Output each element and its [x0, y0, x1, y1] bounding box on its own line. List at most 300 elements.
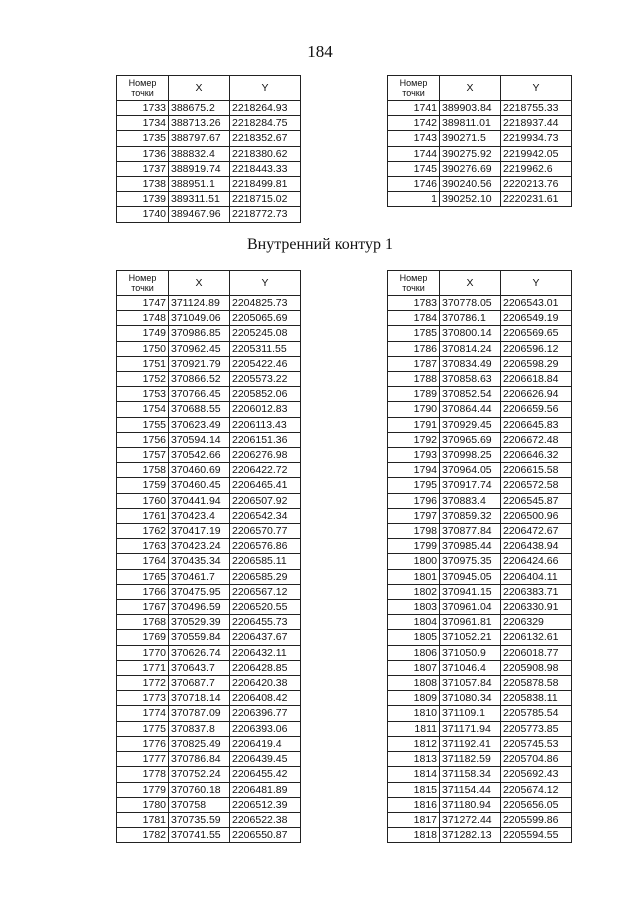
y-cell: 2218380.62 — [230, 146, 301, 161]
table-row — [117, 463, 301, 478]
x-cell: 370961.04 — [440, 600, 501, 615]
y-cell: 2206455.73 — [230, 615, 301, 630]
y-cell: 2206585.11 — [230, 554, 301, 569]
y-cell: 2206585.29 — [230, 569, 301, 584]
point-number-cell: 1801 — [388, 569, 440, 584]
x-cell: 370929.45 — [440, 417, 501, 432]
point-number-cell: 1809 — [388, 691, 440, 706]
table-row — [388, 539, 572, 554]
y-cell: 2206132.61 — [501, 630, 572, 645]
x-cell: 371158.34 — [440, 767, 501, 782]
point-number-cell: 1802 — [388, 584, 440, 599]
header-y: Y — [501, 271, 572, 296]
point-number-cell: 1796 — [388, 493, 440, 508]
table-row — [117, 131, 301, 146]
table-row — [388, 721, 572, 736]
table-row — [117, 493, 301, 508]
x-cell: 370787.09 — [169, 706, 230, 721]
y-cell: 2206481.89 — [230, 782, 301, 797]
x-cell: 390276.69 — [440, 161, 501, 176]
y-cell: 2206626.94 — [501, 387, 572, 402]
y-cell: 2206550.87 — [230, 828, 301, 843]
y-cell: 2206012.83 — [230, 402, 301, 417]
table-row — [117, 752, 301, 767]
y-cell: 2206018.77 — [501, 645, 572, 660]
x-cell: 371057.84 — [440, 676, 501, 691]
table-row — [388, 478, 572, 493]
point-number-cell: 1751 — [117, 356, 169, 371]
x-cell: 370752.24 — [169, 767, 230, 782]
y-cell: 2218772.73 — [230, 207, 301, 222]
x-cell: 370998.25 — [440, 448, 501, 463]
table-header-row — [117, 76, 301, 101]
point-number-cell: 1806 — [388, 645, 440, 660]
table-row — [117, 192, 301, 207]
table-row — [117, 554, 301, 569]
point-number-cell: 1748 — [117, 311, 169, 326]
table-row — [388, 326, 572, 341]
point-number-cell: 1773 — [117, 691, 169, 706]
point-number-cell: 1737 — [117, 161, 169, 176]
point-number-cell: 1792 — [388, 432, 440, 447]
x-cell: 370961.81 — [440, 615, 501, 630]
x-cell: 370760.18 — [169, 782, 230, 797]
x-cell: 370688.55 — [169, 402, 230, 417]
coordinates-table-bottom-left — [116, 270, 301, 843]
y-cell: 2206569.65 — [501, 326, 572, 341]
y-cell: 2206404.11 — [501, 569, 572, 584]
table-row — [388, 146, 572, 161]
x-cell: 370786.1 — [440, 311, 501, 326]
table-row — [117, 116, 301, 131]
y-cell: 2206428.85 — [230, 660, 301, 675]
y-cell: 2206545.87 — [501, 493, 572, 508]
x-cell: 388951.1 — [169, 177, 230, 192]
point-number-cell: 1793 — [388, 448, 440, 463]
table-row — [388, 448, 572, 463]
y-cell: 2206549.19 — [501, 311, 572, 326]
x-cell: 370643.7 — [169, 660, 230, 675]
table-row — [388, 554, 572, 569]
header-y: Y — [230, 76, 301, 101]
table-row — [388, 177, 572, 192]
y-cell: 2218499.81 — [230, 177, 301, 192]
point-number-cell: 1771 — [117, 660, 169, 675]
x-cell: 371272.44 — [440, 812, 501, 827]
point-number-cell: 1790 — [388, 402, 440, 417]
table-row — [388, 161, 572, 176]
x-cell: 371192.41 — [440, 736, 501, 751]
y-cell: 2206422.72 — [230, 463, 301, 478]
y-cell: 2206419.4 — [230, 736, 301, 751]
x-cell: 370461.7 — [169, 569, 230, 584]
point-number-cell: 1782 — [117, 828, 169, 843]
point-number-cell: 1740 — [117, 207, 169, 222]
table-row — [117, 417, 301, 432]
x-cell: 370529.39 — [169, 615, 230, 630]
x-cell: 370921.79 — [169, 356, 230, 371]
x-cell: 370858.63 — [440, 372, 501, 387]
table-row — [117, 691, 301, 706]
table-row — [117, 676, 301, 691]
point-number-cell: 1804 — [388, 615, 440, 630]
y-cell: 2205852.06 — [230, 387, 301, 402]
x-cell: 390271.5 — [440, 131, 501, 146]
point-number-cell: 1767 — [117, 600, 169, 615]
y-cell: 2206329 — [501, 615, 572, 630]
point-number-cell: 1742 — [388, 116, 440, 131]
x-cell: 370962.45 — [169, 341, 230, 356]
table-row — [117, 539, 301, 554]
x-cell: 371109.1 — [440, 706, 501, 721]
table-row — [388, 812, 572, 827]
y-cell: 2206576.86 — [230, 539, 301, 554]
table-row — [117, 706, 301, 721]
point-number-cell: 1735 — [117, 131, 169, 146]
table-row — [117, 569, 301, 584]
table-row — [388, 828, 572, 843]
table-row — [117, 402, 301, 417]
x-cell: 388797.67 — [169, 131, 230, 146]
point-number-cell: 1808 — [388, 676, 440, 691]
point-number-cell: 1738 — [117, 177, 169, 192]
table-row — [388, 311, 572, 326]
table-row — [117, 721, 301, 736]
header-x: X — [440, 271, 501, 296]
y-cell: 2219942.05 — [501, 146, 572, 161]
y-cell: 2206500.96 — [501, 508, 572, 523]
x-cell: 370917.74 — [440, 478, 501, 493]
table-row — [388, 736, 572, 751]
point-number-cell: 1818 — [388, 828, 440, 843]
y-cell: 2206645.83 — [501, 417, 572, 432]
y-cell: 2206113.43 — [230, 417, 301, 432]
y-cell: 2205065.69 — [230, 311, 301, 326]
y-cell: 2205692.43 — [501, 767, 572, 782]
point-number-cell: 1761 — [117, 508, 169, 523]
x-cell: 390240.56 — [440, 177, 501, 192]
point-number-cell: 1777 — [117, 752, 169, 767]
table-row — [117, 387, 301, 402]
point-number-cell: 1785 — [388, 326, 440, 341]
table-row — [388, 101, 572, 116]
x-cell: 370417.19 — [169, 524, 230, 539]
point-number-cell: 1741 — [388, 101, 440, 116]
y-cell: 2206408.42 — [230, 691, 301, 706]
y-cell: 2206383.71 — [501, 584, 572, 599]
x-cell: 370758 — [169, 797, 230, 812]
table-header-row — [117, 271, 301, 296]
point-number-cell: 1746 — [388, 177, 440, 192]
y-cell: 2206598.29 — [501, 356, 572, 371]
table-row — [117, 782, 301, 797]
x-cell: 370965.69 — [440, 432, 501, 447]
table-row — [117, 296, 301, 311]
table-row — [117, 600, 301, 615]
x-cell: 370441.94 — [169, 493, 230, 508]
y-cell: 2205704.86 — [501, 752, 572, 767]
x-cell: 371182.59 — [440, 752, 501, 767]
page-number: 184 — [307, 42, 333, 61]
table-row — [117, 146, 301, 161]
table-row — [117, 630, 301, 645]
point-number-cell: 1807 — [388, 660, 440, 675]
table-row — [388, 584, 572, 599]
table-row — [117, 584, 301, 599]
point-number-cell: 1768 — [117, 615, 169, 630]
y-cell: 2218715.02 — [230, 192, 301, 207]
y-cell: 2220213.76 — [501, 177, 572, 192]
y-cell: 2206646.32 — [501, 448, 572, 463]
y-cell: 2206570.77 — [230, 524, 301, 539]
point-number-cell: 1763 — [117, 539, 169, 554]
x-cell: 370718.14 — [169, 691, 230, 706]
x-cell: 370945.05 — [440, 569, 501, 584]
table-row — [117, 372, 301, 387]
x-cell: 371171.94 — [440, 721, 501, 736]
x-cell: 371046.4 — [440, 660, 501, 675]
table-row — [388, 797, 572, 812]
x-cell: 370687.7 — [169, 676, 230, 691]
point-number-cell: 1752 — [117, 372, 169, 387]
x-cell: 389811.01 — [440, 116, 501, 131]
point-number-cell: 1743 — [388, 131, 440, 146]
header-y: Y — [230, 271, 301, 296]
y-cell: 2218264.93 — [230, 101, 301, 116]
point-number-cell: 1812 — [388, 736, 440, 751]
point-number-cell: 1769 — [117, 630, 169, 645]
x-cell: 370800.14 — [440, 326, 501, 341]
point-number-cell: 1815 — [388, 782, 440, 797]
y-cell: 2206572.58 — [501, 478, 572, 493]
y-cell: 2218352.67 — [230, 131, 301, 146]
table-row — [388, 569, 572, 584]
table-row — [388, 676, 572, 691]
x-cell: 370559.84 — [169, 630, 230, 645]
x-cell: 370423.24 — [169, 539, 230, 554]
table-row — [388, 493, 572, 508]
y-cell: 2206512.39 — [230, 797, 301, 812]
x-cell: 370735.59 — [169, 812, 230, 827]
y-cell: 2206672.48 — [501, 432, 572, 447]
x-cell: 370883.4 — [440, 493, 501, 508]
table-row — [388, 387, 572, 402]
point-number-cell: 1784 — [388, 311, 440, 326]
point-number-cell: 1774 — [117, 706, 169, 721]
coordinates-table-top-left — [116, 75, 301, 223]
point-number-cell: 1772 — [117, 676, 169, 691]
point-number-cell: 1757 — [117, 448, 169, 463]
point-number-cell: 1798 — [388, 524, 440, 539]
point-number-cell: 1811 — [388, 721, 440, 736]
y-cell: 2206567.12 — [230, 584, 301, 599]
x-cell: 389903.84 — [440, 101, 501, 116]
table-row — [388, 706, 572, 721]
table-row — [388, 116, 572, 131]
table-row — [117, 736, 301, 751]
y-cell: 2206437.67 — [230, 630, 301, 645]
y-cell: 2206432.11 — [230, 645, 301, 660]
table-row — [117, 341, 301, 356]
table-row — [388, 192, 572, 207]
y-cell: 2206151.36 — [230, 432, 301, 447]
table-row — [117, 508, 301, 523]
point-number-cell: 1794 — [388, 463, 440, 478]
x-cell: 388713.26 — [169, 116, 230, 131]
y-cell: 2206472.67 — [501, 524, 572, 539]
point-number-cell: 1765 — [117, 569, 169, 584]
table-row — [388, 615, 572, 630]
x-cell: 370866.52 — [169, 372, 230, 387]
point-number-cell: 1781 — [117, 812, 169, 827]
point-number-cell: 1817 — [388, 812, 440, 827]
table-header-row — [388, 271, 572, 296]
y-cell: 2205745.53 — [501, 736, 572, 751]
table-row — [117, 615, 301, 630]
table-row — [117, 645, 301, 660]
header-x: X — [169, 271, 230, 296]
point-number-cell: 1789 — [388, 387, 440, 402]
x-cell: 371124.89 — [169, 296, 230, 311]
y-cell: 2205594.55 — [501, 828, 572, 843]
x-cell: 370837.8 — [169, 721, 230, 736]
y-cell: 2206420.38 — [230, 676, 301, 691]
point-number-cell: 1787 — [388, 356, 440, 371]
y-cell: 2206439.45 — [230, 752, 301, 767]
table-row — [117, 177, 301, 192]
table-row — [117, 524, 301, 539]
y-cell: 2206396.77 — [230, 706, 301, 721]
point-number-cell: 1764 — [117, 554, 169, 569]
point-number-cell: 1778 — [117, 767, 169, 782]
x-cell: 370877.84 — [440, 524, 501, 539]
table-row — [388, 660, 572, 675]
point-number-cell: 1 — [388, 192, 440, 207]
header-point-number: Номер точки — [388, 76, 440, 101]
x-cell: 370859.32 — [440, 508, 501, 523]
x-cell: 370786.84 — [169, 752, 230, 767]
x-cell: 388919.74 — [169, 161, 230, 176]
y-cell: 2206455.42 — [230, 767, 301, 782]
table-row — [388, 782, 572, 797]
table-row — [388, 432, 572, 447]
x-cell: 388832.4 — [169, 146, 230, 161]
x-cell: 371049.06 — [169, 311, 230, 326]
point-number-cell: 1795 — [388, 478, 440, 493]
x-cell: 370766.45 — [169, 387, 230, 402]
table-row — [117, 767, 301, 782]
y-cell: 2205785.54 — [501, 706, 572, 721]
point-number-cell: 1754 — [117, 402, 169, 417]
table-row — [388, 463, 572, 478]
point-number-cell: 1805 — [388, 630, 440, 645]
table-row — [117, 326, 301, 341]
table-row — [388, 402, 572, 417]
table-row — [117, 812, 301, 827]
x-cell: 370852.54 — [440, 387, 501, 402]
y-cell: 2206507.92 — [230, 493, 301, 508]
table-row — [388, 341, 572, 356]
y-cell: 2218284.75 — [230, 116, 301, 131]
point-number-cell: 1780 — [117, 797, 169, 812]
table-row — [388, 296, 572, 311]
y-cell: 2206393.06 — [230, 721, 301, 736]
point-number-cell: 1749 — [117, 326, 169, 341]
x-cell: 370778.05 — [440, 296, 501, 311]
point-number-cell: 1786 — [388, 341, 440, 356]
x-cell: 370741.55 — [169, 828, 230, 843]
y-cell: 2205878.58 — [501, 676, 572, 691]
point-number-cell: 1755 — [117, 417, 169, 432]
point-number-cell: 1791 — [388, 417, 440, 432]
point-number-cell: 1770 — [117, 645, 169, 660]
point-number-cell: 1736 — [117, 146, 169, 161]
table-row — [117, 101, 301, 116]
table-row — [117, 478, 301, 493]
y-cell: 2206615.58 — [501, 463, 572, 478]
point-number-cell: 1759 — [117, 478, 169, 493]
point-number-cell: 1800 — [388, 554, 440, 569]
table-row — [388, 524, 572, 539]
y-cell: 2206330.91 — [501, 600, 572, 615]
header-y: Y — [501, 76, 572, 101]
header-point-number: Номер точки — [117, 76, 169, 101]
point-number-cell: 1760 — [117, 493, 169, 508]
table-row — [117, 311, 301, 326]
x-cell: 370594.14 — [169, 432, 230, 447]
table-row — [388, 767, 572, 782]
y-cell: 2219934.73 — [501, 131, 572, 146]
table-row — [388, 372, 572, 387]
x-cell: 370986.85 — [169, 326, 230, 341]
x-cell: 371154.44 — [440, 782, 501, 797]
table-row — [388, 417, 572, 432]
y-cell: 2205838.11 — [501, 691, 572, 706]
table-row — [117, 828, 301, 843]
x-cell: 370975.35 — [440, 554, 501, 569]
point-number-cell: 1783 — [388, 296, 440, 311]
table-row — [388, 645, 572, 660]
y-cell: 2206424.66 — [501, 554, 572, 569]
table-row — [388, 630, 572, 645]
x-cell: 370964.05 — [440, 463, 501, 478]
table-row — [388, 508, 572, 523]
y-cell: 2205908.98 — [501, 660, 572, 675]
y-cell: 2206520.55 — [230, 600, 301, 615]
point-number-cell: 1775 — [117, 721, 169, 736]
point-number-cell: 1766 — [117, 584, 169, 599]
x-cell: 371180.94 — [440, 797, 501, 812]
x-cell: 388675.2 — [169, 101, 230, 116]
point-number-cell: 1745 — [388, 161, 440, 176]
x-cell: 370814.24 — [440, 341, 501, 356]
x-cell: 370825.49 — [169, 736, 230, 751]
point-number-cell: 1750 — [117, 341, 169, 356]
y-cell: 2218443.33 — [230, 161, 301, 176]
y-cell: 2206542.34 — [230, 508, 301, 523]
y-cell: 2205245.08 — [230, 326, 301, 341]
y-cell: 2206596.12 — [501, 341, 572, 356]
y-cell: 2205599.86 — [501, 812, 572, 827]
section-title: Внутренний контур 1 — [246, 236, 394, 253]
table-row — [117, 448, 301, 463]
y-cell: 2205674.12 — [501, 782, 572, 797]
y-cell: 2218755.33 — [501, 101, 572, 116]
x-cell: 370475.95 — [169, 584, 230, 599]
x-cell: 370542.66 — [169, 448, 230, 463]
y-cell: 2206543.01 — [501, 296, 572, 311]
coordinates-table-bottom-right — [387, 270, 572, 843]
